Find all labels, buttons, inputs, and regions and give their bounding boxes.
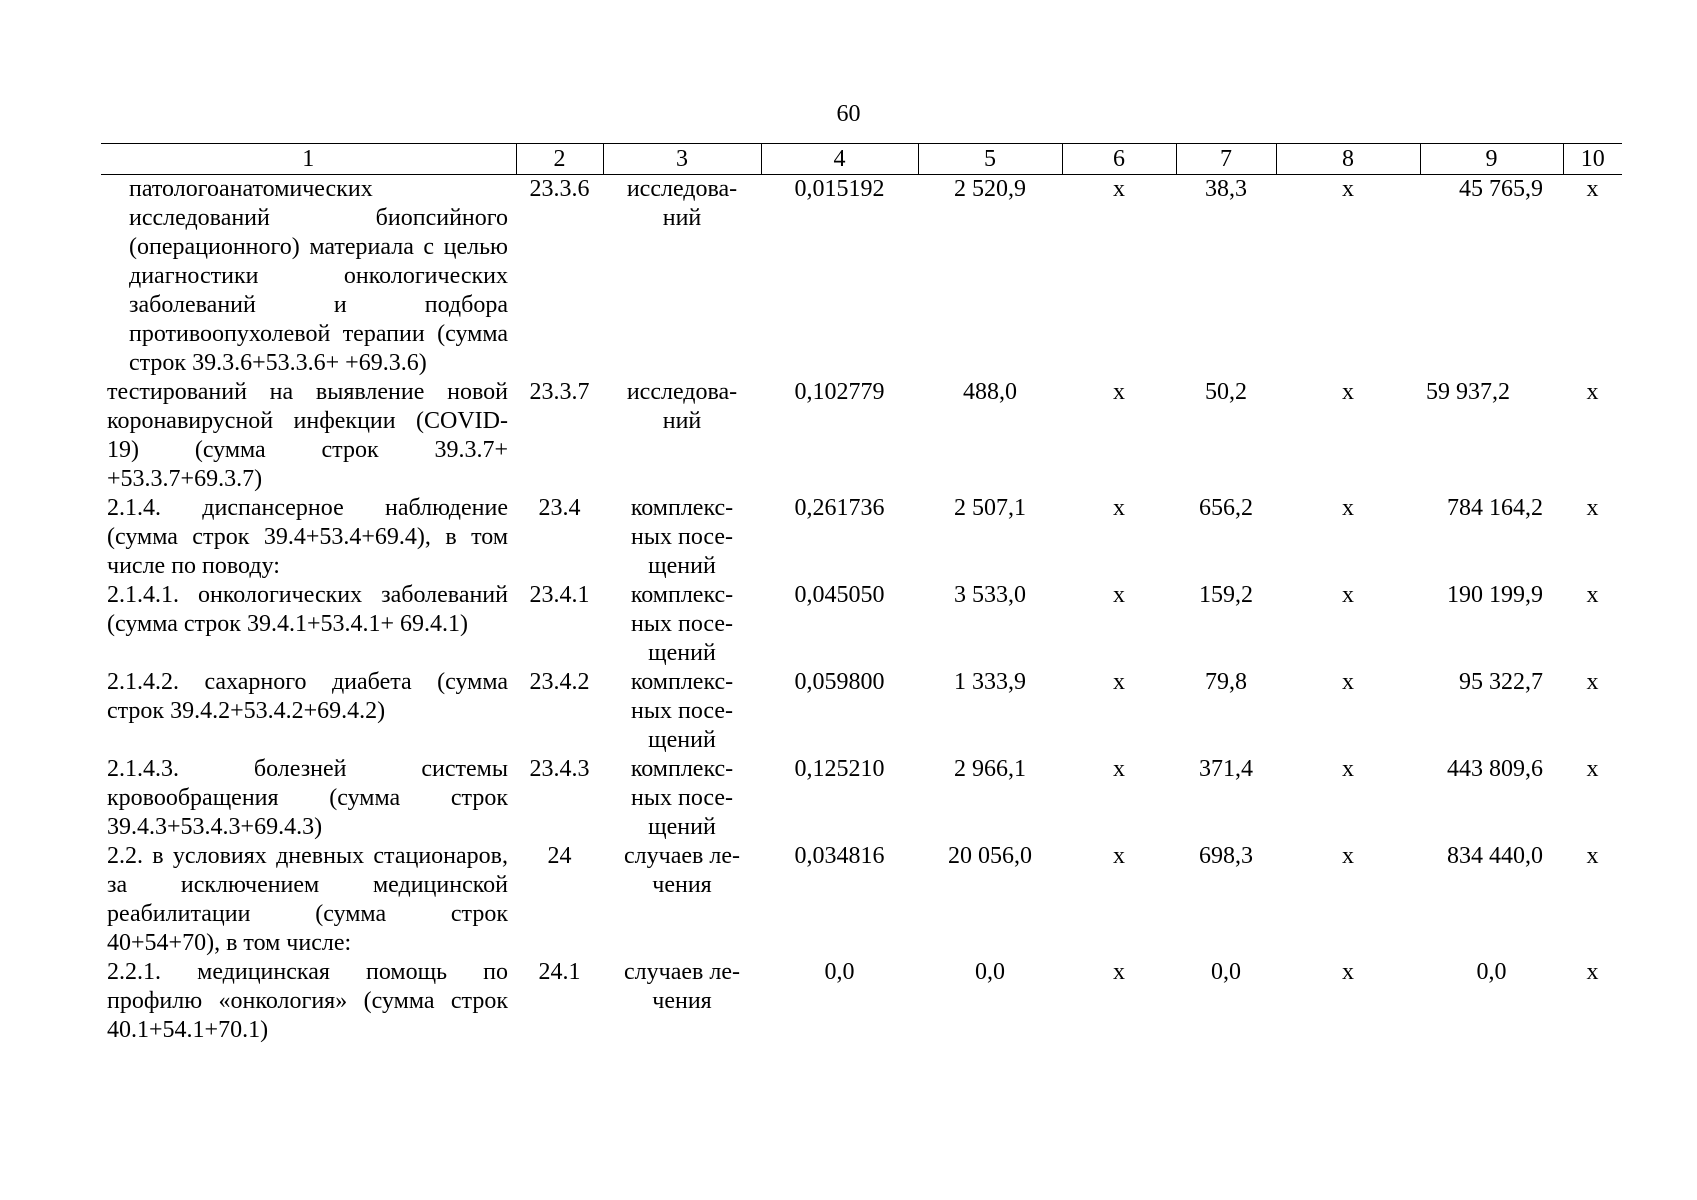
table-row bbox=[101, 494, 1622, 581]
row-col7: 159,2 bbox=[1199, 582, 1253, 608]
column-header-3: 3 bbox=[603, 144, 761, 175]
row-col4: 0,261736 bbox=[794, 495, 885, 521]
row-col6: х bbox=[1113, 379, 1125, 405]
row-col8: х bbox=[1342, 582, 1354, 608]
row-col6: х bbox=[1113, 582, 1125, 608]
row-col7: 50,2 bbox=[1205, 379, 1247, 405]
column-header-2: 2 bbox=[516, 144, 603, 175]
row-name: 2.2.1. медицинская помощь по профилю «онкология» (сумма строк 40.1+54.1+70.1) bbox=[107, 959, 508, 1043]
row-col9: 45 765,9 bbox=[1459, 176, 1543, 202]
unit-line: чения bbox=[652, 988, 712, 1014]
unit-line: исследова- bbox=[626, 379, 738, 405]
row-col6: х bbox=[1113, 669, 1125, 695]
row-unit bbox=[603, 378, 761, 494]
row-unit bbox=[603, 958, 761, 1045]
unit-line: щений bbox=[648, 640, 716, 666]
row-col5: 20 056,0 bbox=[948, 843, 1032, 869]
unit-line: ных посе- bbox=[631, 611, 733, 637]
row-col5: 2 507,1 bbox=[954, 495, 1026, 521]
unit-line: комплекс- bbox=[630, 756, 734, 782]
row-col8: х bbox=[1342, 669, 1354, 695]
row-name: патологоанатомических исследований биопсийного (операционного) материала с целью диагностики онкологических заболеваний и подбора противоопухолевой терапии (сумма строк 39.3.6+53.3.6+ +69.3.6) bbox=[129, 176, 508, 376]
row-col10: х bbox=[1586, 669, 1599, 695]
row-col6: х bbox=[1113, 495, 1125, 521]
row-name: 2.1.4.2. сахарного диабета (сумма строк 39.4.2+53.4.2+69.4.2) bbox=[107, 669, 508, 724]
row-code: 23.4.3 bbox=[529, 756, 590, 782]
unit-line: ний bbox=[662, 408, 702, 434]
table-row bbox=[101, 842, 1622, 958]
row-col8: х bbox=[1342, 176, 1354, 202]
row-col8: х bbox=[1342, 495, 1354, 521]
row-col6: х bbox=[1113, 959, 1125, 985]
unit-line: ний bbox=[662, 205, 702, 231]
unit-line: случаев ле- bbox=[624, 843, 740, 869]
column-header-5: 5 bbox=[918, 144, 1062, 175]
row-unit bbox=[603, 494, 761, 581]
row-col4: 0,059800 bbox=[794, 669, 885, 695]
row-col4: 0,015192 bbox=[794, 176, 885, 202]
row-code: 23.4 bbox=[538, 495, 581, 521]
table-row bbox=[101, 175, 1622, 379]
row-code: 24.1 bbox=[538, 959, 581, 985]
column-header-6: 6 bbox=[1062, 144, 1176, 175]
row-code: 24 bbox=[547, 843, 572, 869]
row-name: тестирований на выявление новой коронавирусной инфекции (COVID-19) (сумма строк 39.3.7+ +53.3.7+69.3.7) bbox=[107, 379, 508, 492]
row-col10: х bbox=[1586, 756, 1599, 782]
unit-line: комплекс- bbox=[630, 669, 734, 695]
row-col10: х bbox=[1586, 176, 1599, 202]
row-unit bbox=[603, 755, 761, 842]
row-col7: 656,2 bbox=[1199, 495, 1253, 521]
unit-line: случаев ле- bbox=[624, 959, 740, 985]
row-col8: х bbox=[1342, 379, 1354, 405]
row-col7: 38,3 bbox=[1205, 176, 1247, 202]
row-col4: 0,125210 bbox=[794, 756, 885, 782]
table-body bbox=[101, 175, 1622, 1046]
row-col9: 834 440,0 bbox=[1447, 843, 1543, 869]
row-col4: 0,045050 bbox=[794, 582, 885, 608]
unit-line: ных посе- bbox=[631, 785, 733, 811]
row-col9: 95 322,7 bbox=[1459, 669, 1543, 695]
row-col7: 371,4 bbox=[1199, 756, 1253, 782]
table-row bbox=[101, 958, 1622, 1045]
row-name: 2.1.4. диспансерное наблюдение (сумма строк 39.4+53.4+69.4), в том числе по поводу: bbox=[107, 495, 508, 579]
row-col10: х bbox=[1586, 495, 1599, 521]
data-table bbox=[101, 143, 1622, 1045]
row-name: 2.1.4.1. онкологических заболеваний (сумма строк 39.4.1+53.4.1+ 69.4.1) bbox=[107, 582, 508, 637]
unit-line: исследова- bbox=[626, 176, 738, 202]
row-col9: 443 809,6 bbox=[1447, 756, 1543, 782]
row-col4: 0,102779 bbox=[794, 379, 885, 405]
row-col7: 698,3 bbox=[1199, 843, 1253, 869]
unit-line: чения bbox=[652, 872, 712, 898]
row-col5: 2 966,1 bbox=[954, 756, 1026, 782]
row-unit bbox=[603, 668, 761, 755]
row-code: 23.4.1 bbox=[529, 582, 590, 608]
row-col9: 784 164,2 bbox=[1447, 495, 1543, 521]
column-header-9: 9 bbox=[1420, 144, 1563, 175]
row-col7: 0,0 bbox=[1211, 959, 1241, 985]
row-col5: 2 520,9 bbox=[954, 176, 1026, 202]
column-header-1: 1 bbox=[101, 144, 516, 175]
row-unit bbox=[603, 175, 761, 379]
row-col7: 79,8 bbox=[1205, 669, 1247, 695]
row-col9: 190 199,9 bbox=[1447, 582, 1543, 608]
row-col6: х bbox=[1113, 176, 1125, 202]
unit-line: комплекс- bbox=[630, 495, 734, 521]
row-col8: х bbox=[1342, 843, 1354, 869]
row-unit bbox=[603, 581, 761, 668]
row-col4: 0,0 bbox=[824, 959, 855, 985]
row-col9: 59 937,2 bbox=[1426, 379, 1510, 405]
row-code: 23.3.6 bbox=[529, 176, 590, 202]
unit-line: ных посе- bbox=[631, 698, 733, 724]
row-code: 23.4.2 bbox=[529, 669, 590, 695]
column-header-10: 10 bbox=[1563, 144, 1622, 175]
table-row bbox=[101, 581, 1622, 668]
row-col5: 3 533,0 bbox=[954, 582, 1026, 608]
row-col10: х bbox=[1586, 379, 1599, 405]
row-col8: х bbox=[1342, 756, 1354, 782]
header-row bbox=[101, 144, 1622, 175]
row-col10: х bbox=[1586, 582, 1599, 608]
row-unit bbox=[603, 842, 761, 958]
column-header-8: 8 bbox=[1276, 144, 1420, 175]
column-header-7: 7 bbox=[1176, 144, 1276, 175]
unit-line: комплекс- bbox=[630, 582, 734, 608]
row-col5: 488,0 bbox=[963, 379, 1017, 405]
unit-line: щений bbox=[648, 814, 716, 840]
row-col4: 0,034816 bbox=[794, 843, 885, 869]
table-header bbox=[101, 144, 1622, 175]
unit-line: щений bbox=[648, 727, 716, 753]
row-col5: 0,0 bbox=[975, 959, 1005, 985]
row-col6: х bbox=[1113, 756, 1125, 782]
unit-line: щений bbox=[648, 553, 716, 579]
unit-line: ных посе- bbox=[631, 524, 733, 550]
table-row bbox=[101, 378, 1622, 494]
table-row bbox=[101, 755, 1622, 842]
row-name: 2.2. в условиях дневных стационаров, за исключением медицинской реабилитации (сумма строк 40+54+70), в том числе: bbox=[107, 843, 508, 956]
page-number: 60 bbox=[836, 101, 861, 127]
column-header-4: 4 bbox=[761, 144, 918, 175]
row-col9: 0,0 bbox=[1476, 959, 1507, 985]
row-code: 23.3.7 bbox=[529, 379, 590, 405]
table-row bbox=[101, 668, 1622, 755]
row-col5: 1 333,9 bbox=[954, 669, 1026, 695]
row-name: 2.1.4.3. болезней системы кровообращения (сумма строк 39.4.3+53.4.3+69.4.3) bbox=[107, 756, 508, 840]
row-col8: х bbox=[1342, 959, 1354, 985]
row-col10: х bbox=[1586, 843, 1599, 869]
row-col10: х bbox=[1586, 959, 1599, 985]
row-col6: х bbox=[1113, 843, 1125, 869]
